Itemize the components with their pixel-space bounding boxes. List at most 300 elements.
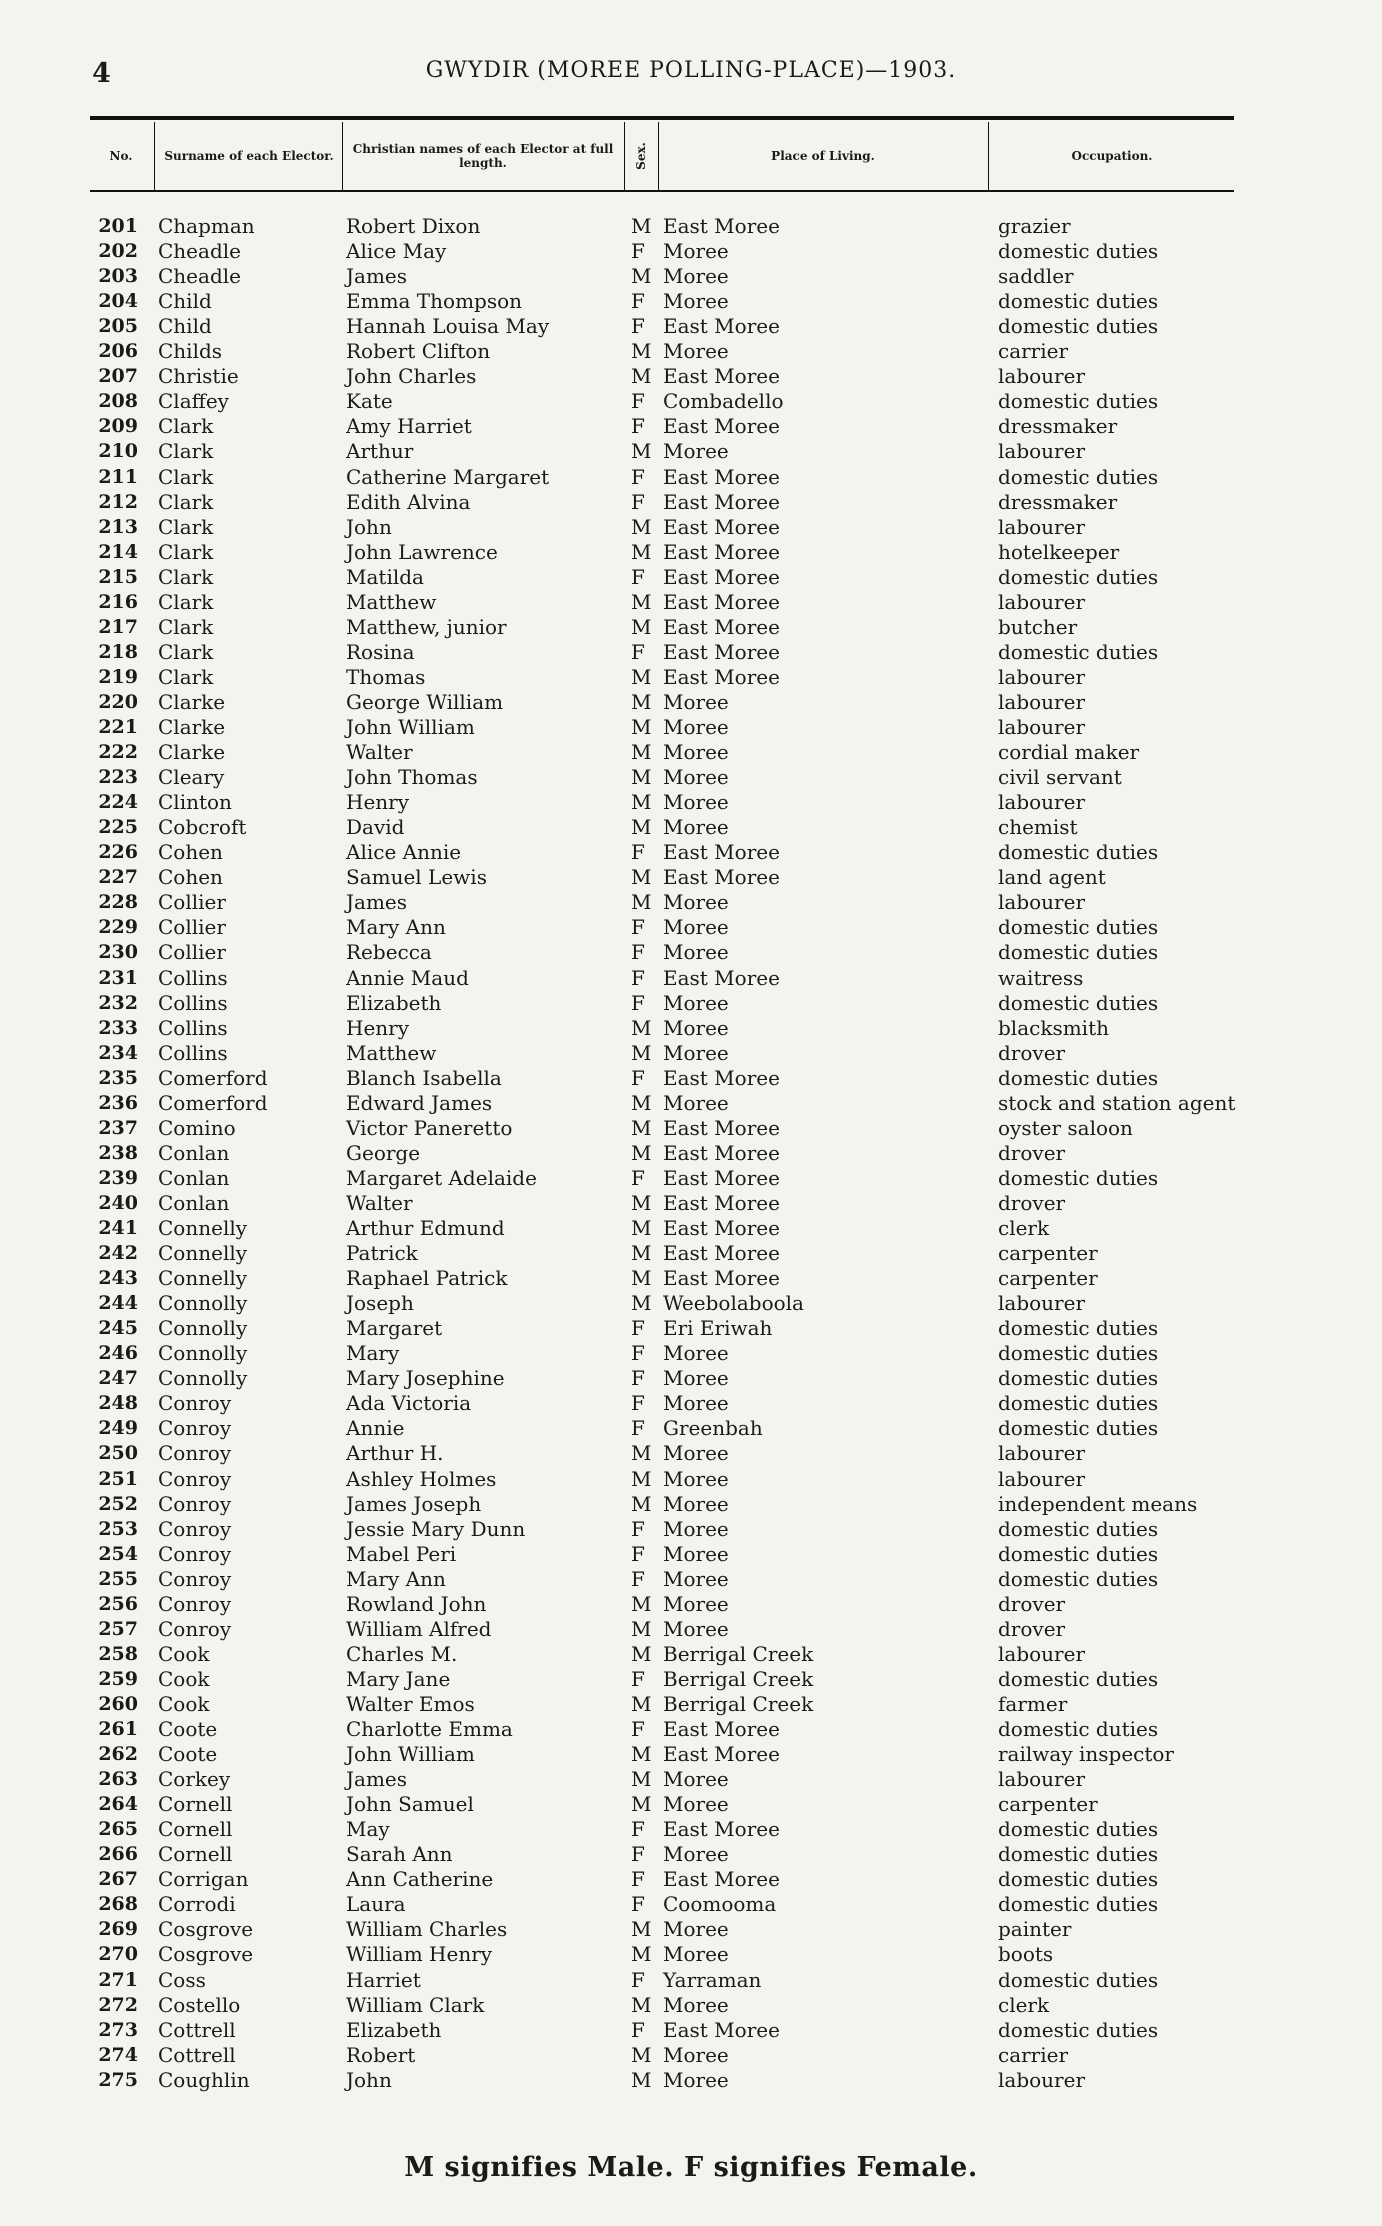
elector-number: 216 [98,590,138,613]
elector-row [0,314,1382,339]
elector-surname: Collier [158,940,226,965]
elector-occupation: domestic duties [998,1566,1159,1591]
elector-occupation: domestic duties [998,1316,1159,1341]
elector-surname: Christie [158,364,239,389]
elector-occupation: stock and station agent [998,1090,1236,1115]
elector-christian-names: Sarah Ann [346,1842,453,1867]
elector-number: 229 [98,916,138,939]
elector-sex: F [631,489,645,514]
sex-header-label: Sex. [633,142,648,170]
elector-place-of-living: East Moree [663,1165,780,1190]
elector-surname: Clark [158,564,214,589]
elector-surname: Comino [158,1115,236,1140]
elector-row [0,1241,1382,1266]
elector-surname: Clark [158,414,214,439]
elector-row [0,765,1382,790]
elector-place-of-living: Moree [663,940,729,965]
elector-row [0,865,1382,890]
elector-number: 263 [98,1768,138,1791]
elector-christian-names: Robert Dixon [346,214,481,238]
elector-sex: F [631,1516,645,1541]
elector-row [0,1492,1382,1517]
elector-sex: M [631,2042,652,2067]
elector-row [0,890,1382,915]
elector-number: 247 [98,1367,138,1390]
elector-place-of-living: Moree [663,1090,729,1115]
elector-row [0,1642,1382,1667]
elector-number: 236 [98,1091,138,1114]
elector-christian-names: Alice May [346,239,447,264]
elector-number: 254 [98,1542,138,1565]
elector-sex: M [631,815,652,840]
elector-place-of-living: Berrigal Creek [663,1666,814,1691]
elector-place-of-living: Moree [663,1491,729,1516]
elector-surname: Clark [158,514,214,539]
elector-number: 220 [98,690,138,713]
elector-row [0,615,1382,640]
elector-sex: M [631,865,652,890]
elector-place-of-living: Moree [663,1015,729,1040]
elector-christian-names: Blanch Isabella [346,1065,502,1090]
elector-number: 231 [98,966,138,989]
elector-christian-names: Rosina [346,639,415,664]
elector-place-of-living: Moree [663,990,729,1015]
elector-row [0,465,1382,490]
elector-surname: Connolly [158,1316,248,1341]
elector-number: 275 [98,2068,138,2091]
elector-christian-names: Ada Victoria [346,1391,472,1416]
elector-row [0,515,1382,540]
elector-row [0,1942,1382,1967]
elector-sex: F [631,940,645,965]
elector-row [0,1391,1382,1416]
elector-number: 213 [98,515,138,538]
elector-surname: Collins [158,1015,228,1040]
elector-occupation: domestic duties [998,564,1159,589]
elector-surname: Clark [158,489,214,514]
elector-occupation: independent means [998,1491,1198,1516]
elector-occupation: dressmaker [998,414,1118,439]
elector-place-of-living: East Moree [663,1065,780,1090]
elector-occupation: labourer [998,1291,1086,1316]
elector-surname: Clarke [158,715,226,739]
elector-place-of-living: Yarraman [663,1967,762,1992]
elector-place-of-living: Moree [663,1441,729,1466]
elector-number: 206 [98,340,138,363]
elector-christian-names: James [346,890,408,915]
elector-christian-names: Jessie Mary Dunn [346,1516,526,1541]
elector-row [0,1366,1382,1391]
elector-sex: F [631,990,645,1015]
column-divider [988,122,989,190]
column-header-place-of-living: Place of Living. [771,149,875,163]
elector-row [0,1968,1382,1993]
elector-surname: Clarke [158,740,226,765]
elector-sex: M [631,1591,652,1616]
elector-place-of-living: Greenbah [663,1416,763,1441]
elector-christian-names: James [346,264,408,289]
elector-surname: Collins [158,965,228,990]
elector-row [0,1416,1382,1441]
elector-place-of-living: Moree [663,815,729,840]
elector-row [0,1066,1382,1091]
elector-sex: M [631,1190,652,1215]
elector-occupation: domestic duties [998,239,1159,264]
elector-number: 249 [98,1417,138,1440]
elector-surname: Cottrell [158,2017,236,2042]
column-header-no: No. [109,149,133,163]
elector-sex: F [631,289,645,314]
elector-occupation: hotelkeeper [998,539,1120,564]
elector-number: 258 [98,1642,138,1665]
elector-number: 240 [98,1191,138,1214]
elector-sex: F [631,1065,645,1090]
elector-occupation: grazier [998,214,1071,238]
elector-surname: Connolly [158,1341,248,1366]
elector-place-of-living: East Moree [663,1742,780,1767]
elector-surname: Conlan [158,1165,230,1190]
elector-christian-names: Matthew [346,1040,437,1065]
elector-christian-names: Matthew, junior [346,614,507,639]
elector-place-of-living: Moree [663,2042,729,2067]
elector-occupation: butcher [998,614,1078,639]
elector-occupation: domestic duties [998,1842,1159,1867]
elector-occupation: domestic duties [998,289,1159,314]
elector-occupation: domestic duties [998,1065,1159,1090]
elector-row [0,439,1382,464]
elector-number: 214 [98,540,138,563]
elector-occupation: domestic duties [998,1817,1159,1842]
elector-sex: F [631,1892,645,1917]
elector-surname: Conroy [158,1416,232,1441]
elector-sex: F [631,1165,645,1190]
elector-sex: M [631,1616,652,1641]
elector-place-of-living: East Moree [663,965,780,990]
elector-row [0,815,1382,840]
elector-occupation: painter [998,1917,1072,1942]
elector-number: 239 [98,1166,138,1189]
elector-place-of-living: East Moree [663,2017,780,2042]
elector-occupation: domestic duties [998,389,1159,414]
elector-occupation: oyster saloon [998,1115,1133,1140]
elector-occupation: labourer [998,664,1086,689]
column-header-christian-names: Christian names of each Elector at full length. [352,142,614,170]
elector-christian-names: James Joseph [346,1491,482,1516]
elector-christian-names: Edward James [346,1090,493,1115]
elector-occupation: civil servant [998,765,1122,790]
elector-number: 243 [98,1267,138,1290]
elector-occupation: domestic duties [998,2017,1159,2042]
elector-christian-names: John [346,514,392,539]
elector-occupation: labourer [998,715,1086,739]
elector-surname: Clark [158,589,214,614]
elector-place-of-living: East Moree [663,614,780,639]
elector-surname: Coughlin [158,2067,250,2092]
elector-surname: Collier [158,890,226,915]
elector-place-of-living: East Moree [663,865,780,890]
elector-number: 211 [98,465,138,488]
elector-row [0,665,1382,690]
elector-occupation: labourer [998,1466,1086,1491]
elector-place-of-living: Moree [663,1541,729,1566]
elector-surname: Clark [158,539,214,564]
elector-number: 203 [98,265,138,288]
elector-row [0,840,1382,865]
elector-surname: Corrigan [158,1867,249,1892]
elector-occupation: drover [998,1190,1066,1215]
elector-row [0,339,1382,364]
elector-occupation: domestic duties [998,1366,1159,1391]
elector-row [0,1792,1382,1817]
elector-occupation: labourer [998,1441,1086,1466]
elector-number: 205 [98,315,138,338]
elector-row [0,1667,1382,1692]
elector-place-of-living: Moree [663,339,729,364]
elector-christian-names: John Thomas [346,765,478,790]
elector-surname: Connolly [158,1366,248,1391]
elector-number: 252 [98,1492,138,1515]
elector-row [0,1892,1382,1917]
elector-surname: Conroy [158,1516,232,1541]
elector-christian-names: William Alfred [346,1616,492,1641]
elector-place-of-living: East Moree [663,589,780,614]
elector-surname: Chapman [158,214,255,238]
elector-row [0,239,1382,264]
elector-sex: M [631,514,652,539]
elector-occupation: labourer [998,1767,1086,1792]
elector-row [0,1091,1382,1116]
elector-christian-names: Raphael Patrick [346,1266,508,1291]
elector-sex: F [631,2017,645,2042]
elector-row [0,389,1382,414]
elector-number: 234 [98,1041,138,1064]
elector-row [0,1016,1382,1041]
elector-sex: M [631,364,652,389]
elector-surname: Clark [158,614,214,639]
elector-occupation: drover [998,1040,1066,1065]
elector-surname: Conroy [158,1441,232,1466]
elector-surname: Conroy [158,1616,232,1641]
elector-occupation: domestic duties [998,1416,1159,1441]
elector-occupation: carpenter [998,1266,1098,1291]
elector-row [0,1341,1382,1366]
elector-number: 270 [98,1943,138,1966]
elector-occupation: carpenter [998,1241,1098,1266]
elector-number: 259 [98,1667,138,1690]
elector-number: 212 [98,490,138,513]
elector-surname: Cosgrove [158,1942,254,1967]
elector-number: 256 [98,1592,138,1615]
elector-place-of-living: East Moree [663,1216,780,1240]
elector-sex: M [631,1691,652,1716]
elector-sex: F [631,314,645,339]
elector-occupation: clerk [998,1992,1050,2017]
elector-surname: Claffey [158,389,229,414]
elector-surname: Child [158,314,212,339]
elector-number: 264 [98,1793,138,1816]
elector-occupation: cordial maker [998,740,1140,765]
elector-surname: Conlan [158,1190,230,1215]
elector-place-of-living: Moree [663,689,729,714]
elector-surname: Cobcroft [158,815,247,840]
elector-row [0,1291,1382,1316]
elector-row [0,1166,1382,1191]
elector-occupation: railway inspector [998,1742,1174,1767]
elector-number: 209 [98,415,138,438]
elector-row [0,264,1382,289]
elector-row [0,915,1382,940]
elector-place-of-living: Moree [663,765,729,790]
elector-number: 223 [98,766,138,789]
elector-occupation: domestic duties [998,840,1159,865]
elector-sex: M [631,1115,652,1140]
elector-row [0,590,1382,615]
elector-place-of-living: East Moree [663,1190,780,1215]
elector-occupation: farmer [998,1691,1068,1716]
elector-place-of-living: East Moree [663,214,780,238]
elector-surname: Conroy [158,1391,232,1416]
elector-row [0,1993,1382,2018]
elector-number: 255 [98,1567,138,1590]
elector-sex: M [631,715,652,739]
elector-christian-names: John Lawrence [346,539,498,564]
footnote: M signifies Male. F signifies Female. [404,2152,978,2183]
elector-number: 207 [98,365,138,388]
elector-sex: M [631,1742,652,1767]
elector-christian-names: George [346,1140,421,1165]
elector-surname: Conlan [158,1140,230,1165]
elector-number: 248 [98,1392,138,1415]
column-header-sex [626,124,656,188]
elector-number: 233 [98,1016,138,1039]
elector-surname: Connelly [158,1241,248,1266]
elector-row [0,690,1382,715]
elector-number: 208 [98,390,138,413]
elector-row [0,1867,1382,1892]
elector-christian-names: John William [346,1742,475,1767]
elector-sex: F [631,239,645,264]
elector-number: 232 [98,991,138,1014]
elector-number: 237 [98,1116,138,1139]
elector-place-of-living: Moree [663,1767,729,1792]
elector-christian-names: Amy Harriet [346,414,472,439]
elector-number: 210 [98,440,138,463]
column-header-surname: Surname of each Elector. [164,149,334,163]
elector-surname: Conroy [158,1591,232,1616]
elector-row [0,289,1382,314]
elector-christian-names: Rebecca [346,940,432,965]
elector-christian-names: Patrick [346,1241,418,1266]
elector-sex: M [631,589,652,614]
elector-sex: M [631,1015,652,1040]
elector-place-of-living: East Moree [663,1717,780,1741]
elector-row [0,364,1382,389]
elector-row [0,2018,1382,2043]
elector-christian-names: Arthur Edmund [346,1216,505,1240]
elector-surname: Comerford [158,1090,268,1115]
elector-place-of-living: Moree [663,790,729,815]
elector-number: 250 [98,1442,138,1465]
elector-surname: Coote [158,1717,218,1741]
elector-surname: Cornell [158,1842,233,1867]
elector-sex: M [631,1090,652,1115]
elector-sex: F [631,1391,645,1416]
elector-christian-names: Laura [346,1892,406,1917]
elector-sex: F [631,965,645,990]
elector-surname: Coss [158,1967,206,1992]
elector-place-of-living: East Moree [663,1266,780,1291]
elector-christian-names: Walter [346,1190,413,1215]
elector-place-of-living: Berrigal Creek [663,1641,814,1666]
elector-christian-names: John William [346,715,475,739]
elector-surname: Coote [158,1742,218,1767]
elector-place-of-living: Weebolaboola [663,1291,804,1316]
elector-surname: Clark [158,664,214,689]
column-divider [342,122,343,190]
elector-sex: F [631,389,645,414]
elector-row [0,490,1382,515]
elector-surname: Clarke [158,689,226,714]
elector-place-of-living: East Moree [663,564,780,589]
elector-christian-names: John Charles [346,364,477,389]
elector-place-of-living: Moree [663,2067,729,2092]
elector-place-of-living: Moree [663,1942,729,1967]
elector-occupation: domestic duties [998,990,1159,1015]
column-header-occupation: Occupation. [1071,149,1153,163]
elector-number: 202 [98,240,138,263]
elector-sex: M [631,890,652,915]
elector-occupation: domestic duties [998,915,1159,940]
elector-christian-names: Edith Alvina [346,489,471,514]
elector-sex: M [631,1792,652,1817]
elector-sex: M [631,1216,652,1240]
elector-place-of-living: Coomooma [663,1892,777,1917]
elector-row [0,1316,1382,1341]
elector-number: 273 [98,2018,138,2041]
elector-christian-names: Ann Catherine [346,1867,494,1892]
elector-occupation: drover [998,1140,1066,1165]
elector-christian-names: Walter Emos [346,1691,475,1716]
elector-occupation: waitress [998,965,1084,990]
elector-sex: F [631,915,645,940]
elector-christian-names: Alice Annie [346,840,462,865]
elector-christian-names: Charlotte Emma [346,1717,513,1741]
elector-occupation: drover [998,1591,1066,1616]
elector-number: 269 [98,1918,138,1941]
elector-christian-names: William Henry [346,1942,493,1967]
elector-place-of-living: East Moree [663,1140,780,1165]
elector-number: 241 [98,1217,138,1239]
elector-row [0,740,1382,765]
elector-christian-names: Annie Maud [346,965,469,990]
elector-christian-names: Mary Ann [346,1566,446,1591]
elector-sex: M [631,1040,652,1065]
elector-sex: M [631,1491,652,1516]
elector-place-of-living: Moree [663,1040,729,1065]
elector-christian-names: John Samuel [346,1792,474,1817]
elector-number: 271 [98,1968,138,1991]
elector-surname: Comerford [158,1065,268,1090]
elector-surname: Cook [158,1641,210,1666]
elector-number: 218 [98,640,138,663]
elector-occupation: domestic duties [998,1165,1159,1190]
elector-christian-names: May [346,1817,390,1842]
elector-place-of-living: East Moree [663,539,780,564]
elector-sex: F [631,1316,645,1341]
elector-place-of-living: Moree [663,1992,729,2017]
elector-place-of-living: Moree [663,740,729,765]
elector-occupation: domestic duties [998,1516,1159,1541]
